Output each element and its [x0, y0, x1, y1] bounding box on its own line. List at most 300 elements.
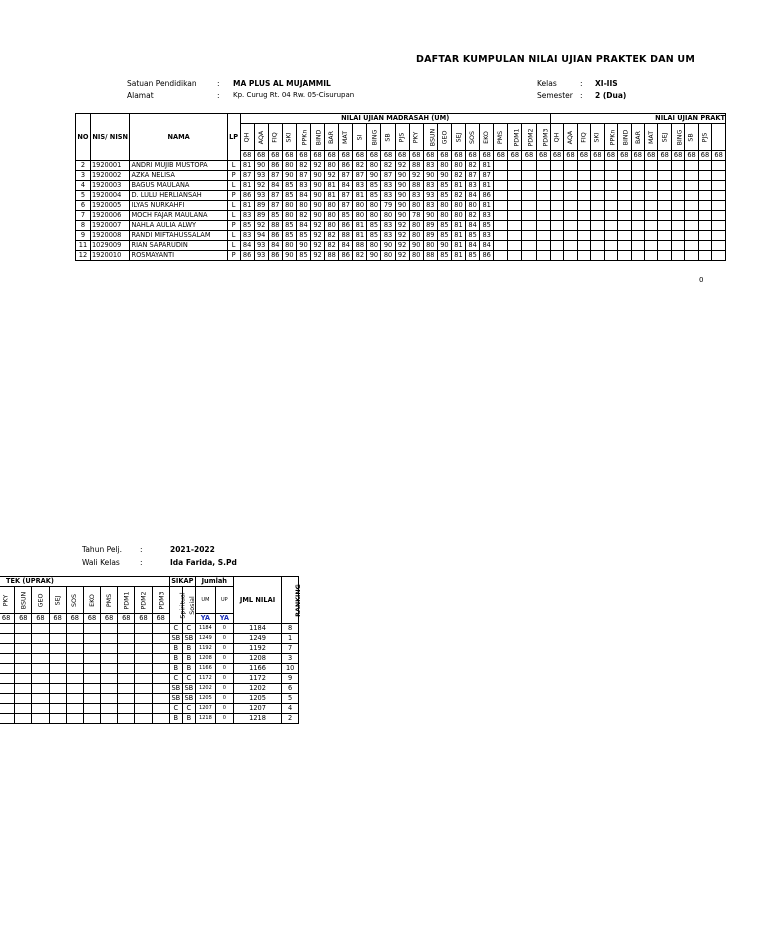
kkm-cell: 68 [49, 614, 66, 624]
cell-um-score: 85 [296, 251, 310, 261]
uprak-subject-sej [658, 124, 671, 151]
cell-um-score: 81 [240, 161, 254, 171]
cell-uprak-score [712, 251, 726, 261]
table-row [0, 684, 299, 694]
cell-uprak-score [604, 161, 617, 171]
cell-um-score: 81 [451, 181, 465, 191]
cell-uprak-score [135, 684, 152, 694]
cell-um-score: 80 [296, 201, 310, 211]
cell-nis: 1920005 [90, 201, 130, 211]
kkm-cell: 68 [423, 151, 437, 161]
semester-label: Semester [537, 91, 573, 100]
cell-uprak-score [550, 231, 563, 241]
cell-uprak-score [631, 161, 644, 171]
cell-um-score: 90 [282, 251, 296, 261]
uprak-subject-pdm1-label: PDM1 [123, 590, 131, 610]
cell-uprak-score [577, 201, 590, 211]
cell-um-score: 83 [409, 191, 423, 201]
um-subject-ppkn [296, 124, 310, 151]
cell-um-score [536, 191, 550, 201]
cell-um-score: 89 [254, 201, 268, 211]
cell-uprak-score [49, 714, 66, 724]
cell-uprak-score [152, 654, 169, 664]
table-row [76, 161, 726, 171]
cell-uprak-score [644, 251, 657, 261]
cell-uprak-score [0, 644, 15, 654]
cell-uprak-score [550, 221, 563, 231]
table-row [0, 694, 299, 704]
cell-um-score: 81 [353, 221, 367, 231]
um-subject-fiq-label: FIQ [271, 131, 279, 143]
kkm-cell: 68 [685, 151, 698, 161]
kkm-cell: 68 [480, 151, 494, 161]
um-subject-bar-label: BAR [328, 130, 336, 144]
cell-um-score: 86 [268, 231, 282, 241]
cell-uprak-score [15, 704, 32, 714]
um-subject-ski [282, 124, 296, 151]
header-ranking [282, 577, 303, 624]
cell-um-score: 84 [296, 191, 310, 201]
kkm-cell: 68 [325, 151, 339, 161]
cell-jml-nilai: 1184 [233, 624, 282, 634]
kkm-cell: 68 [658, 151, 671, 161]
cell-uprak-score [591, 211, 604, 221]
uprak-subject-pms [101, 587, 118, 614]
cell-uprak-score [32, 694, 49, 704]
cell-um-score [536, 231, 550, 241]
cell-uprak-score [631, 211, 644, 221]
uprak-subject-pdm3-label: PDM3 [158, 590, 166, 610]
cell-um-score [508, 251, 522, 261]
cell-um-score: 84 [480, 241, 494, 251]
cell-um-score: 80 [325, 221, 339, 231]
cell-uprak-score [66, 644, 83, 654]
cell-um-score: 93 [254, 251, 268, 261]
cell-no: 9 [76, 231, 91, 241]
cell-no: 4 [76, 181, 91, 191]
cell-uprak-score [32, 714, 49, 724]
cell-sosial: B [182, 664, 195, 674]
cell-uprak-score [591, 251, 604, 261]
ya-up: YA [215, 614, 233, 624]
cell-uprak-score [618, 191, 631, 201]
cell-um-score: 81 [451, 251, 465, 261]
cell-ranking: 6 [282, 684, 299, 694]
cell-uprak-score [577, 181, 590, 191]
cell-ranking: 2 [282, 714, 299, 724]
header-uprak-group-right: TEK (UPRAK) [0, 577, 169, 587]
cell-um-score [494, 231, 508, 241]
cell-uprak-score [658, 221, 671, 231]
cell-uprak-score [712, 221, 726, 231]
cell-jumlah-um: 1184 [195, 624, 215, 634]
cell-ranking: 9 [282, 674, 299, 684]
cell-uprak-score [685, 191, 698, 201]
cell-um-score: 82 [353, 251, 367, 261]
cell-um-score: 92 [395, 231, 409, 241]
um-subject-sos-label: SOS [469, 130, 477, 144]
cell-um-score: 90 [437, 241, 451, 251]
um-subject-pdm3-label: PDM3 [542, 127, 550, 147]
cell-uprak-score [658, 251, 671, 261]
cell-um-score [508, 241, 522, 251]
kkm-cell: 68 [550, 151, 563, 161]
cell-uprak-score [644, 171, 657, 181]
uprak-subject-qh [550, 124, 563, 151]
cell-uprak-score [658, 191, 671, 201]
cell-uprak-score [83, 664, 100, 674]
uprak-subject-bing [671, 124, 684, 151]
cell-spiritual: SB [169, 694, 182, 704]
cell-uprak-score [644, 221, 657, 231]
cell-uprak-score [618, 171, 631, 181]
table-row [76, 211, 726, 221]
cell-uprak-score [712, 201, 726, 211]
cell-uprak-score [577, 251, 590, 261]
cell-um-score [536, 171, 550, 181]
cell-um-score [522, 251, 536, 261]
cell-spiritual: C [169, 624, 182, 634]
cell-uprak-score [644, 181, 657, 191]
kkm-cell: 68 [395, 151, 409, 161]
cell-um-score: 92 [254, 221, 268, 231]
cell-uprak-score [712, 211, 726, 221]
continuation-clip [0, 576, 310, 746]
cell-jumlah-up: 0 [215, 684, 233, 694]
cell-uprak-score [83, 704, 100, 714]
uprak-subject-pky-label: PKY [2, 594, 10, 606]
kkm-cell: 68 [604, 151, 617, 161]
header-um-group: NILAI UJIAN MADRASAH (UM) [240, 114, 550, 124]
cell-uprak-score [604, 201, 617, 211]
cell-uprak-score [118, 714, 135, 724]
cell-um-score: 80 [367, 201, 381, 211]
cell-uprak-score [698, 211, 711, 221]
cell-uprak-score [698, 181, 711, 191]
cell-uprak-score [66, 684, 83, 694]
cell-nis: 1920004 [90, 191, 130, 201]
uprak-subject-more [712, 124, 726, 151]
cell-um-score: 90 [395, 181, 409, 191]
cell-uprak-score [32, 704, 49, 714]
um-subject-eko-label: EKO [483, 130, 491, 144]
cell-um-score: 80 [381, 211, 395, 221]
uprak-subject-eko [83, 587, 100, 614]
cell-uprak-score [0, 694, 15, 704]
kkm-cell: 68 [564, 151, 577, 161]
colon: : [217, 79, 220, 88]
cell-um-score [536, 251, 550, 261]
cell-nis: 1920001 [90, 161, 130, 171]
lower-header-group [0, 577, 299, 587]
cell-uprak-score [631, 191, 644, 201]
cell-um-score: 86 [339, 221, 353, 231]
cell-uprak-score [671, 251, 684, 261]
uprak-subject-eko-label: EKO [88, 593, 96, 607]
cell-uprak-score [49, 694, 66, 704]
cell-nis: 1920007 [90, 221, 130, 231]
cell-um-score [508, 221, 522, 231]
wali-value: Ida Farida, S.Pd [170, 558, 237, 567]
um-subject-pjs [395, 124, 409, 151]
uprak-subject-sej [49, 587, 66, 614]
table-row [76, 221, 726, 231]
um-subject-pjs-label: PJS [398, 132, 406, 142]
cell-uprak-score [671, 191, 684, 201]
cell-um-score [522, 201, 536, 211]
cell-uprak-score [101, 634, 118, 644]
cell-uprak-score [671, 221, 684, 231]
table-row [76, 171, 726, 181]
um-subject-mat-label: MAT [342, 130, 350, 144]
cell-um-score: 80 [367, 241, 381, 251]
cell-uprak-score [671, 161, 684, 171]
cell-um-score: 83 [423, 181, 437, 191]
colon: : [217, 91, 220, 100]
cell-uprak-score [591, 201, 604, 211]
cell-uprak-score [83, 634, 100, 644]
uprak-subject-sos [66, 587, 83, 614]
cell-uprak-score [671, 241, 684, 251]
cell-uprak-score [618, 211, 631, 221]
cell-um-score: 89 [423, 231, 437, 241]
cell-um-score [494, 221, 508, 231]
cell-uprak-score [118, 634, 135, 644]
cell-lp: P [227, 221, 240, 231]
cell-um-score: 89 [254, 211, 268, 221]
um-subject-bar [325, 124, 339, 151]
cell-um-score: 88 [409, 181, 423, 191]
cell-uprak-score [101, 654, 118, 664]
cell-uprak-score [101, 694, 118, 704]
cell-spiritual: B [169, 714, 182, 724]
cell-nama: D. LULU HERLIANSAH [130, 191, 227, 201]
cell-um-score: 84 [339, 181, 353, 191]
cell-um-score: 85 [367, 221, 381, 231]
kelas-label: Kelas [537, 79, 557, 88]
cell-sosial: B [182, 654, 195, 664]
cell-um-score: 90 [311, 211, 325, 221]
cell-uprak-score [83, 684, 100, 694]
cell-jumlah-up: 0 [215, 714, 233, 724]
cell-uprak-score [550, 181, 563, 191]
cell-uprak-score [49, 624, 66, 634]
cell-um-score [522, 211, 536, 221]
cell-um-score: 80 [409, 251, 423, 261]
cell-jumlah-um: 1192 [195, 644, 215, 654]
cell-lp: L [227, 211, 240, 221]
cell-um-score: 90 [311, 181, 325, 191]
cell-um-score: 80 [325, 201, 339, 211]
uprak-subject-pdm2 [135, 587, 152, 614]
kkm-cell: 68 [451, 151, 465, 161]
cell-um-score: 80 [451, 201, 465, 211]
continuation-table [0, 576, 303, 724]
uprak-subject-sb [685, 124, 698, 151]
cell-uprak-score [604, 181, 617, 191]
cell-uprak-score [135, 664, 152, 674]
cell-uprak-score [15, 714, 32, 724]
cell-uprak-score [66, 654, 83, 664]
um-subject-pdm1-label: PDM1 [513, 127, 521, 147]
cell-uprak-score [591, 181, 604, 191]
cell-um-score: 83 [353, 181, 367, 191]
cell-nis: 1920002 [90, 171, 130, 181]
um-subject-sej-label: SEJ [455, 132, 462, 142]
cell-uprak-score [698, 241, 711, 251]
cell-uprak-score [631, 231, 644, 241]
um-subject-geo [437, 124, 451, 151]
cell-um-score: 85 [437, 221, 451, 231]
uprak-subject-sej-label: SEJ [54, 595, 62, 605]
cell-jumlah-um: 1249 [195, 634, 215, 644]
cell-um-score: 81 [240, 181, 254, 191]
cell-uprak-score [32, 624, 49, 634]
cell-uprak-score [564, 181, 577, 191]
cell-um-score: 84 [268, 241, 282, 251]
cell-um-score: 82 [325, 231, 339, 241]
table-row [76, 231, 726, 241]
colon: : [140, 545, 143, 554]
cell-jumlah-um: 1205 [195, 694, 215, 704]
cell-um-score: 85 [296, 231, 310, 241]
cell-uprak-score [66, 694, 83, 704]
cell-uprak-score [152, 634, 169, 644]
cell-uprak-score [658, 161, 671, 171]
cell-uprak-score [604, 171, 617, 181]
kkm-cell: 68 [32, 614, 49, 624]
cell-uprak-score [0, 634, 15, 644]
cell-jml-nilai: 1202 [233, 684, 282, 694]
cell-um-score: 80 [367, 211, 381, 221]
cell-uprak-score [577, 191, 590, 201]
cell-uprak-score [83, 654, 100, 664]
cell-jumlah-up: 0 [215, 644, 233, 654]
cell-jml-nilai: 1218 [233, 714, 282, 724]
cell-nama: RIAN SAPARUDIN [130, 241, 227, 251]
cell-um-score: 86 [480, 191, 494, 201]
uprak-subject-fiq-label: FIQ [580, 131, 588, 143]
cell-um-score: 81 [325, 191, 339, 201]
header-spiritual-label: Spiritual [179, 591, 187, 619]
cell-uprak-score [118, 704, 135, 714]
cell-uprak-score [49, 684, 66, 694]
uprak-subject-sej-label: SEJ [661, 132, 669, 142]
cell-um-score: 90 [311, 201, 325, 211]
cell-um-score: 92 [311, 251, 325, 261]
um-subject-sos [466, 124, 480, 151]
cell-nama: ILYAS NURKAHFI [130, 201, 227, 211]
cell-um-score: 83 [423, 161, 437, 171]
table-row [0, 674, 299, 684]
cell-uprak-score [0, 704, 15, 714]
table-row [0, 664, 299, 674]
um-subject-pky-label: PKY [412, 131, 420, 143]
cell-uprak-score [577, 221, 590, 231]
uprak-subject-ppkn [604, 124, 617, 151]
uprak-subject-ski [591, 124, 604, 151]
cell-uprak-score [631, 171, 644, 181]
colon: : [580, 79, 583, 88]
cell-um-score: 92 [395, 241, 409, 251]
cell-uprak-score [0, 624, 15, 634]
cell-jumlah-up: 0 [215, 654, 233, 664]
cell-nama: MOCH FAJAR MAULANA [130, 211, 227, 221]
um-subject-fiq [268, 124, 282, 151]
header-uprak-group: NILAI UJIAN PRAKT [550, 114, 725, 124]
cell-uprak-score [83, 714, 100, 724]
cell-uprak-score [698, 191, 711, 201]
kkm-cell: 68 [83, 614, 100, 624]
cell-um-score: 83 [240, 231, 254, 241]
cell-uprak-score [66, 634, 83, 644]
table-row [0, 644, 299, 654]
cell-um-score: 87 [339, 201, 353, 211]
cell-um-score: 80 [409, 201, 423, 211]
um-subject-bing [367, 124, 381, 151]
cell-uprak-score [15, 674, 32, 684]
cell-um-score [508, 211, 522, 221]
cell-um-score: 81 [240, 201, 254, 211]
cell-nama: AZKA NELISA [130, 171, 227, 181]
uprak-subject-pms-label: PMS [105, 593, 113, 607]
cell-lp: L [227, 161, 240, 171]
cell-uprak-score [671, 181, 684, 191]
cell-um-score: 82 [296, 211, 310, 221]
cell-uprak-score [631, 181, 644, 191]
cell-um-score: 87 [480, 171, 494, 181]
cell-jumlah-um: 1208 [195, 654, 215, 664]
cell-no: 12 [76, 251, 91, 261]
cell-uprak-score [685, 251, 698, 261]
uprak-subject-bind [618, 124, 631, 151]
cell-uprak-score [118, 654, 135, 664]
uprak-subject-pdm2-label: PDM2 [140, 590, 148, 610]
cell-um-score [494, 171, 508, 181]
cell-uprak-score [83, 644, 100, 654]
header-jumlah: Jumlah [195, 577, 233, 587]
cell-um-score: 80 [282, 241, 296, 251]
cell-um-score: 84 [466, 221, 480, 231]
header-sikap: SIKAP [171, 577, 194, 585]
cell-jumlah-up: 0 [215, 664, 233, 674]
cell-um-score: 84 [240, 241, 254, 251]
cell-um-score: 89 [423, 221, 437, 231]
cell-uprak-score [685, 181, 698, 191]
cell-um-score: 85 [466, 231, 480, 241]
cell-jml-nilai: 1208 [233, 654, 282, 664]
um-subject-aqa-label: AQA [257, 130, 265, 144]
uprak-subject-pdm3 [152, 587, 169, 614]
cell-uprak-score [671, 201, 684, 211]
cell-um-score: 88 [339, 231, 353, 241]
kkm-cell: 68 [367, 151, 381, 161]
cell-uprak-score [83, 694, 100, 704]
cell-uprak-score [712, 161, 726, 171]
cell-um-score: 82 [466, 161, 480, 171]
header-nis: NIS/ NISN [90, 114, 130, 161]
cell-ranking: 5 [282, 694, 299, 704]
header-lp: LP [227, 114, 240, 161]
cell-um-score: 90 [311, 191, 325, 201]
cell-um-score [536, 201, 550, 211]
cell-uprak-score [32, 634, 49, 644]
cell-um-score: 85 [282, 221, 296, 231]
cell-uprak-score [685, 221, 698, 231]
table-row [76, 201, 726, 211]
kkm-cell: 68 [631, 151, 644, 161]
cell-uprak-score [49, 674, 66, 684]
